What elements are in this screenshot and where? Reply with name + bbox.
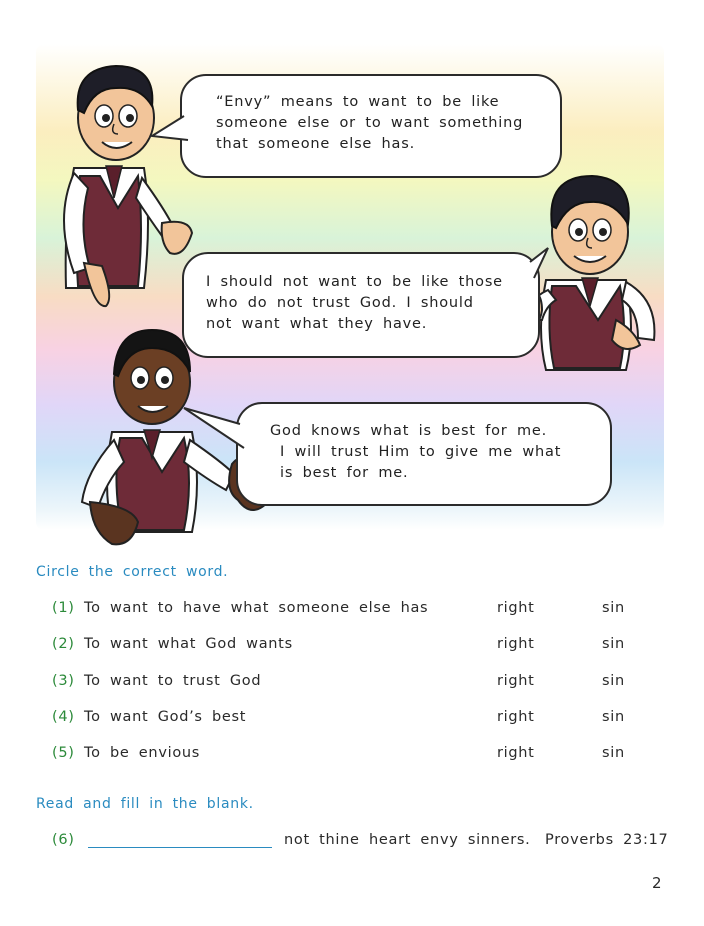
- question-number: (2): [52, 636, 75, 652]
- question-row: [52, 709, 652, 731]
- answer-option-right[interactable]: right: [497, 600, 535, 616]
- blank-answer-line[interactable]: [88, 847, 272, 848]
- answer-option-sin[interactable]: sin: [602, 745, 625, 761]
- question-number: (1): [52, 600, 75, 616]
- bubble-line: I should not want to be like those: [206, 274, 503, 290]
- question-text: To be envious: [84, 745, 201, 761]
- answer-option-sin[interactable]: sin: [602, 673, 625, 689]
- page-number: 2: [652, 874, 662, 892]
- answer-option-right[interactable]: right: [497, 636, 535, 652]
- question-number: (4): [52, 709, 75, 725]
- bubble-line: God knows what is best for me.: [270, 423, 547, 439]
- question-row: [52, 745, 652, 767]
- bubble-line: not want what they have.: [206, 316, 428, 332]
- answer-option-sin[interactable]: sin: [602, 636, 625, 652]
- question-number: (6): [52, 832, 75, 848]
- question-text: To want to have what someone else has: [84, 600, 429, 616]
- question-text: To want God’s best: [84, 709, 247, 725]
- answer-option-sin[interactable]: sin: [602, 600, 625, 616]
- bubble-line: that someone else has.: [216, 136, 415, 152]
- bubble-line: is best for me.: [280, 465, 409, 481]
- answer-option-sin[interactable]: sin: [602, 709, 625, 725]
- answer-option-right[interactable]: right: [497, 673, 535, 689]
- exercise-instruction-circle: Circle the correct word.: [36, 564, 229, 580]
- exercise-instruction-fill-blank: Read and fill in the blank.: [36, 796, 254, 812]
- question-row: [52, 673, 652, 695]
- verse-reference: Proverbs 23:17: [545, 832, 669, 848]
- bubble-line: I will trust Him to give me what: [280, 444, 562, 460]
- verse-text: not thine heart envy sinners.: [284, 832, 531, 848]
- question-row: [52, 600, 652, 622]
- question-text: To want to trust God: [84, 673, 262, 689]
- question-text: To want what God wants: [84, 636, 293, 652]
- bubble-line: someone else or to want something: [216, 115, 524, 131]
- question-number: (5): [52, 745, 75, 761]
- bubble-line: “Envy” means to want to be like: [216, 94, 500, 110]
- fill-in-row: [52, 832, 672, 856]
- answer-option-right[interactable]: right: [497, 745, 535, 761]
- question-number: (3): [52, 673, 75, 689]
- answer-option-right[interactable]: right: [497, 709, 535, 725]
- bubble-line: who do not trust God. I should: [206, 295, 474, 311]
- question-row: [52, 636, 652, 658]
